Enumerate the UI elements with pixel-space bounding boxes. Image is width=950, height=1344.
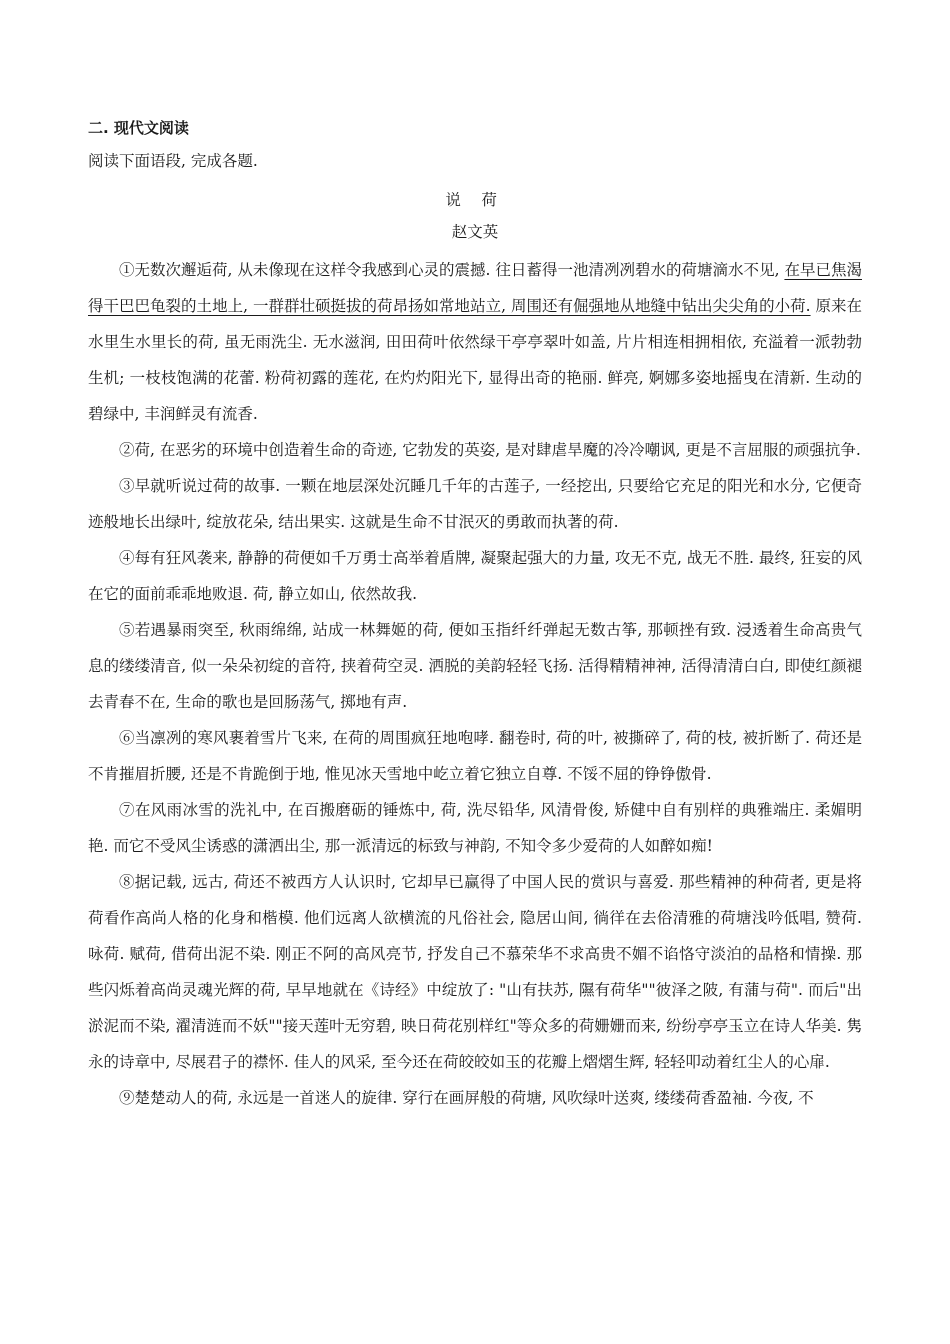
section-heading: 二. 现代文阅读 — [88, 119, 189, 137]
document-page — [88, 118, 862, 1116]
paragraph-1 — [88, 252, 862, 432]
paragraph-5: ⑤若遇暴雨突至, 秋雨绵绵, 站成一林舞姬的荷, 便如玉指纤纤弹起无数古筝, 那顿挫有致. 浸透着生命高贵气息的缕缕清音, 似一朵朵初绽的音符, 挟着荷空灵. 洒脱的美韵轻轻飞扬. 活得精精神神, 活得清清白白, 即使红颜褪去青春不在, 生命的歌也是回肠荡气, 掷地有声. — [88, 621, 862, 711]
reading-instruction: 阅读下面语段, 完成各题. — [88, 152, 258, 170]
paragraph-1-intro: ①无数次邂逅荷, 从未像现在这样令我感到心灵的震撼. 往日蓄得一池清冽冽碧水的荷塘滴水不见, — [119, 261, 785, 279]
paragraph-7: ⑦在风雨冰雪的洗礼中, 在百搬磨砺的锤炼中, 荷, 洗尽铅华, 风清骨俊, 矫健中自有别样的典雅端庄. 柔媚明艳. 而它不受风尘诱惑的潇洒出尘, 那一派清远的标致与神韵, 不知令多少爱荷的人如醉如痴! — [88, 801, 862, 855]
paragraph-3: ③早就听说过荷的故事. 一颗在地层深处沉睡几千年的古莲子, 一经挖出, 只要给它充足的阳光和水分, 它便奇迹般地长出绿叶, 绽放花朵, 结出果实. 这就是生命不甘泯灭的勇敢而执著的荷. — [88, 477, 862, 531]
paragraph-6: ⑥当凛冽的寒风裹着雪片飞来, 在荷的周围疯狂地咆哮. 翻卷时, 荷的叶, 被撕碎了, 荷的枝, 被折断了. 荷还是不肯摧眉折腰, 还是不肯跪倒于地, 惟见冰天雪地中屹立着它独立自尊. 不馁不屈的铮铮傲骨. — [88, 729, 862, 783]
article-author: 赵文英 — [451, 223, 499, 241]
article-title: 说 荷 — [445, 191, 505, 209]
paragraph-1-rest: 原来在水里生水里长的荷, 虽无雨洗尘. 无水滋润, 田田荷叶依然绿干亭亭翠叶如盖, 片片相连相拥相依, 充溢着一派勃勃生机; 一枝枝饱满的花蕾. 粉荷初露的莲花, 在灼灼阳光下, 显得出奇的艳丽. 鲜亮, 婀娜多姿地摇曳在清新. 生动的碧绿中, 丰润鲜灵有流香. — [88, 297, 863, 423]
paragraph-4: ④每有狂风袭来, 静静的荷便如千万勇士高举着盾牌, 凝聚起强大的力量, 攻无不克, 战无不胜. 最终, 狂妄的风在它的面前乖乖地败退. 荷, 静立如山, 依然故我. — [88, 549, 862, 603]
underlined-sentence: 在早已焦渴得干巴巴龟裂的土地上, 一群群壮硕挺拔的荷昂扬如常地站立, 周围还有倔强地从地缝中钻出尖尖角的小荷. — [88, 261, 862, 315]
paragraph-8: ⑧据记载, 远古, 荷还不被西方人认识时, 它却早已赢得了中国人民的赏识与喜爱. 那些精神的种荷者, 更是将荷看作高尚人格的化身和楷模. 他们远离人欲横流的凡俗社会, 隐居山间, 徜徉在去俗清雅的荷塘浅吟低唱, 赞荷. 咏荷. 赋荷, 借荷出泥不染. 刚正不阿的高风亮节, 抒发自己不慕荣华不求高贵不媚不谄恪守淡泊的品格和情操. 那些闪烁着高尚灵魂光辉的荷, 早早地就在《诗经》中绽放了: "山有扶苏, 隰有荷华""彼泽之陂, 有蒲与荷". 而后"出淤泥而不染, 濯清涟而不妖""接天莲叶无穷碧, 映日荷花别样红"等众多的荷姗姗而来, 纷纷亭亭玉立在诗人华美. 隽永的诗章中, 尽展君子的襟怀. 佳人的风采, 至今还在荷皎皎如玉的花瓣上熠熠生辉, 轻轻叩动着红尘人的心扉. — [88, 873, 862, 1071]
paragraph-9: ⑨楚楚动人的荷, 永远是一首迷人的旋律. 穿行在画屏般的荷塘, 风吹绿叶送爽, 缕缕荷香盈袖. 今夜, 不 — [119, 1089, 814, 1107]
paragraph-2: ②荷, 在恶劣的环境中创造着生命的奇迹, 它勃发的英姿, 是对肆虐旱魔的冷冷嘲讽, 更是不言屈服的顽强抗争. — [119, 441, 861, 459]
